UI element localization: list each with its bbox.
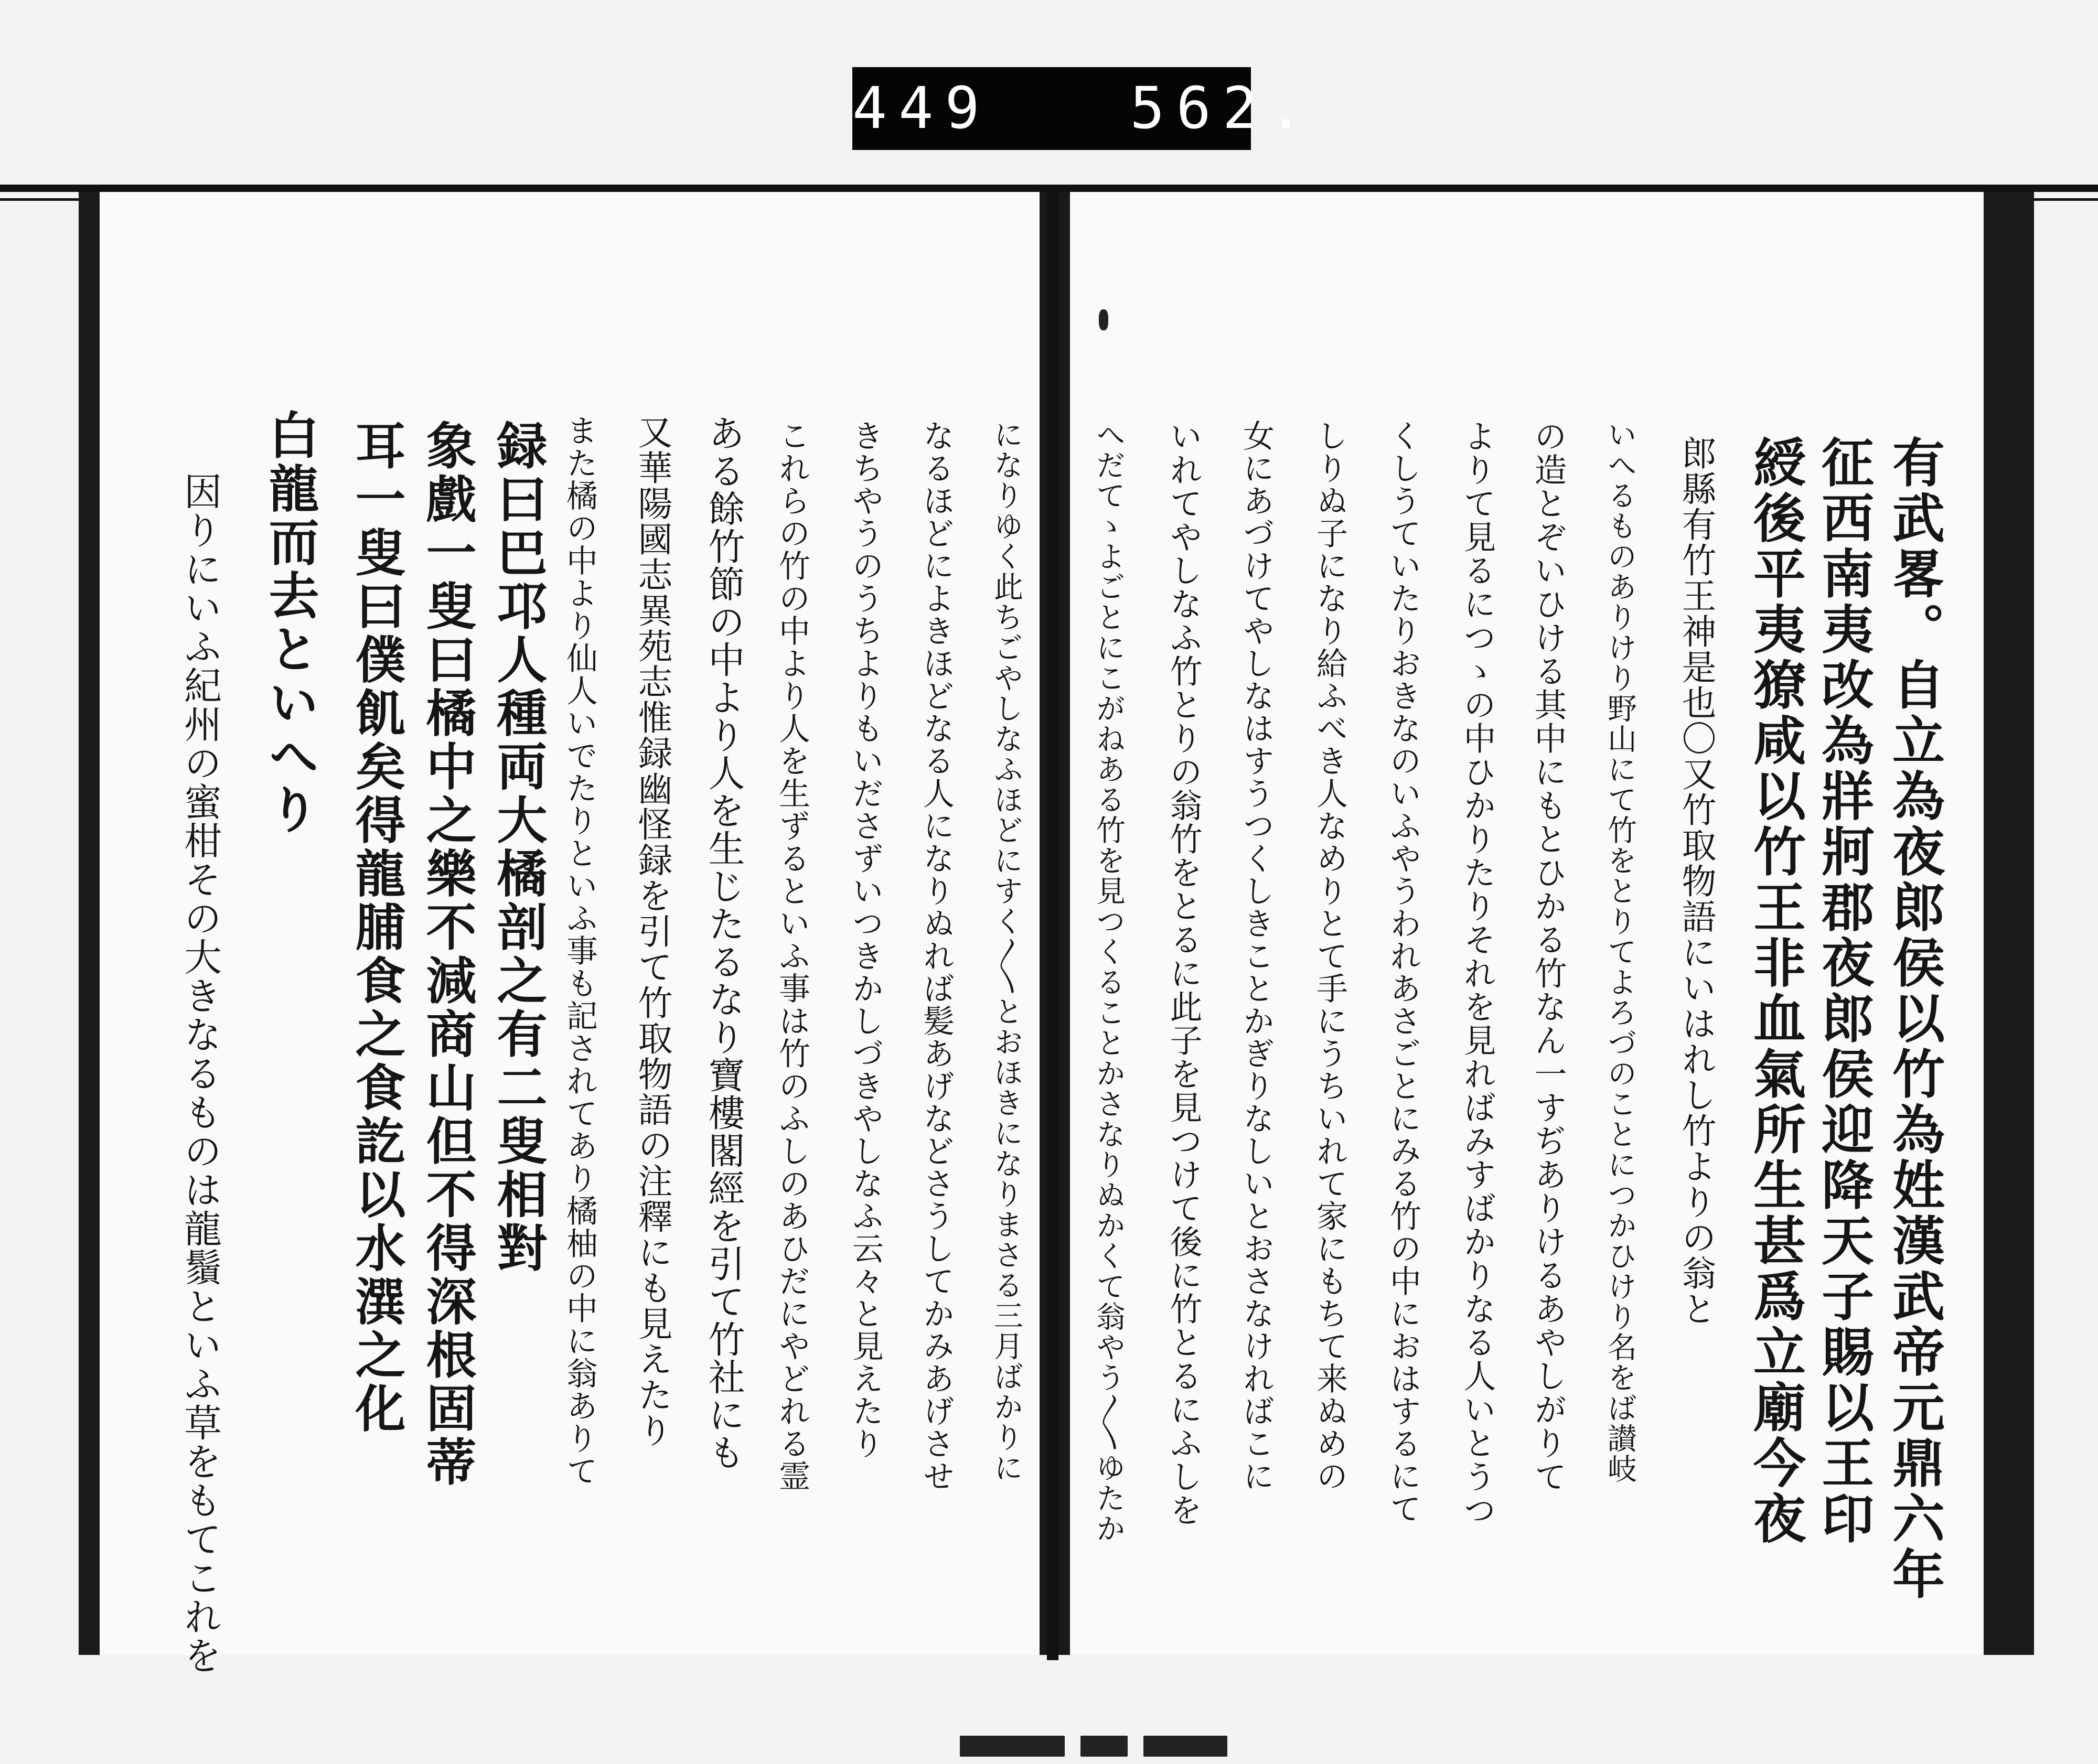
text-column: ある餘竹節の中より人を生じたるなり寶樓閣經を引て竹社にも	[702, 414, 745, 1471]
text-column: へだてゝよごとにこがねある竹を見つくることかさなりぬかくて翁やう〳〵ゆたか	[1091, 420, 1126, 1544]
text-column: しりぬ子になり給ふべき人なめりとて手にうちいれて家にもちて来ぬめの	[1311, 420, 1348, 1492]
text-column: いれてやしなふ竹とりの翁竹をとるに此子を見つけて後に竹とるにふしを	[1164, 420, 1203, 1527]
text-column: 白龍而去といへり	[261, 409, 320, 837]
text-column: 因りにいふ紀州の蜜柑その大きなるものは龍鬚といふ草をもてこれを	[178, 472, 222, 1675]
text-column: 又華陽國志異苑志惟録幽怪録を引て竹取物語の注釋にも見えたり	[632, 414, 672, 1448]
right-page-gutter	[1058, 192, 1070, 1655]
text-column: いへるものありけり野山にて竹をとりてよろづのことにつかひけり名をば讃岐	[1603, 420, 1637, 1484]
right-page-edge	[1984, 192, 2034, 1655]
text-column: これらの竹の中より人を生ずるといふ事は竹のふしのあひだにやどれる霊	[774, 420, 810, 1492]
ink-speck	[1143, 1736, 1227, 1757]
text-column: 有武畧。自立為夜郎侯以竹為姓漢武帝元鼎六年	[1883, 435, 1945, 1602]
top-rule	[0, 185, 2098, 192]
text-column: の造とぞいひける其中にもとひかる竹なん一すぢありけるあやしがりて	[1529, 420, 1567, 1493]
ink-speck	[1080, 1736, 1128, 1757]
text-column: 郎縣有竹王神是也〇又竹取物語にいはれし竹よりの翁と	[1676, 435, 1716, 1327]
text-column: になりゆく此ちごやしなふほどにすく〳〵とおほきになりまさる三月ばかりに	[989, 420, 1023, 1483]
archive-label	[852, 67, 1315, 150]
text-column: きちやうのうちよりもいださずいつきかしづきやしなふ云々と見えたり	[847, 420, 884, 1460]
text-column: 征西南夷改為牂牁郡夜郎侯迎降天子賜以王印	[1813, 435, 1875, 1547]
ink-speck	[1099, 309, 1108, 330]
ink-speck	[960, 1736, 1065, 1757]
text-column: 綬後平夷獠咸以竹王非血氣所生甚爲立廟今夜	[1744, 435, 1806, 1547]
text-column: なるほどによきほどなる人になりぬれば髪あげなどさうしてかみあげさせ	[918, 420, 955, 1492]
archive-label-text: 449 562.	[852, 74, 1315, 142]
text-column: 録曰巴邛人種両大橘剖之有二叟相對	[489, 420, 548, 1275]
book-spine	[1047, 192, 1058, 1660]
text-column: よりて見るにつゝの中ひかりたりそれを見ればみすばかりなる人いとうつ	[1458, 420, 1496, 1527]
text-column: くしうていたりおきなのいふやうわれあさごとにみる竹の中におはするにて	[1385, 420, 1421, 1525]
text-column: 耳一叟曰僕飢矣得龍脯食之食訖以水潠之化	[347, 420, 406, 1436]
text-column: また橘の中より仙人いでたりといふ事も記されてあり橘柚の中に翁ありて	[561, 414, 598, 1487]
text-column: 女にあづけてやしなはすうつくしきことかぎりなしいとおさなければこに	[1238, 420, 1275, 1492]
left-page-edge	[79, 192, 100, 1655]
text-column: 象戲一叟曰橘中之樂不減商山但不得深根固蒂	[418, 420, 477, 1489]
